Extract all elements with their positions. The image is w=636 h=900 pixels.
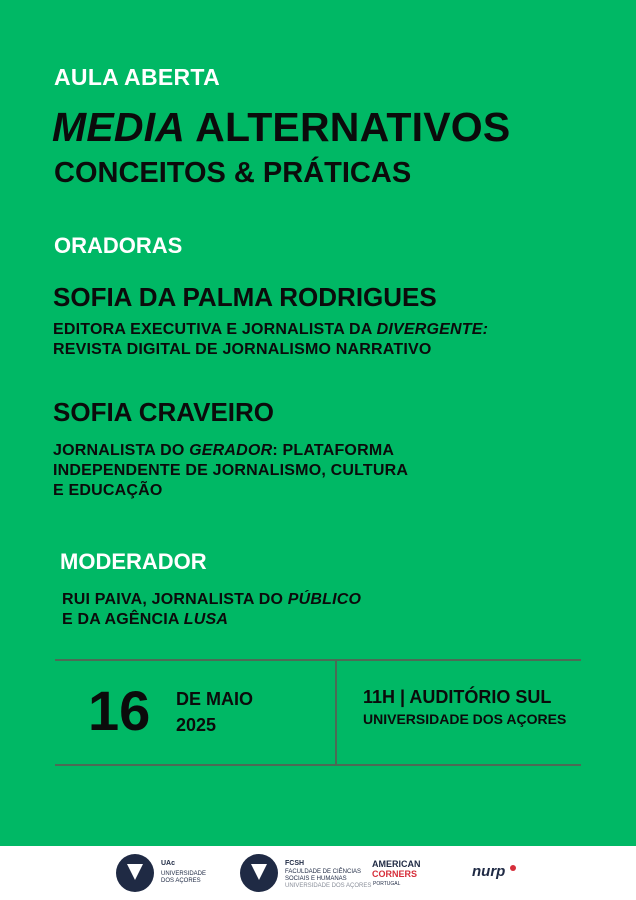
american-corners-line1: AMERICAN bbox=[372, 859, 421, 869]
uac-logo-name: UAc bbox=[161, 860, 176, 867]
event-kicker: AULA ABERTA bbox=[54, 64, 220, 90]
moderator-description bbox=[62, 590, 361, 630]
speaker-1-desc-text: EDITORA EXECUTIVA E JORNALISTA DA bbox=[53, 321, 377, 338]
partner-logos-bar bbox=[0, 846, 636, 900]
event-venue: UNIVERSIDADE DOS AÇORES bbox=[363, 711, 567, 727]
uac-logo bbox=[116, 854, 216, 894]
speaker-2-desc-text: JORNALISTA DO bbox=[53, 442, 190, 459]
speakers-label: ORADORAS bbox=[54, 233, 183, 258]
nurp-logo bbox=[470, 854, 522, 894]
speaker-2-desc-line3: E EDUCAÇÃO bbox=[53, 482, 163, 499]
speaker-1-description bbox=[53, 320, 488, 360]
speaker-2-desc-line2: INDEPENDENTE DE JORNALISMO, CULTURA bbox=[53, 462, 409, 479]
event-month-year bbox=[176, 686, 253, 738]
speaker-2-description bbox=[53, 441, 408, 501]
speaker-2-name: SOFIA CRAVEIRO bbox=[53, 397, 275, 427]
event-month: DE MAIO bbox=[176, 689, 254, 709]
subtitle: CONCEITOS & PRÁTICAS bbox=[54, 157, 412, 189]
nurp-dot-icon bbox=[510, 865, 516, 871]
moderator-name: RUI PAIVA, JORNALISTA DO bbox=[62, 591, 288, 608]
moderator-line2 bbox=[62, 610, 361, 630]
main-title-italic: MEDIA bbox=[52, 104, 186, 150]
speaker-1-outlet: DIVERGENTE: bbox=[376, 321, 489, 338]
speaker-1-desc-line2: REVISTA DIGITAL DE JORNALISMO NARRATIVO bbox=[53, 341, 432, 358]
fcsh-logo-line3: UNIVERSIDADE DOS AÇORES bbox=[285, 883, 372, 889]
american-corners-logo bbox=[372, 854, 432, 894]
fcsh-logo-line2: SOCIAIS E HUMANAS bbox=[285, 876, 347, 882]
moderator-agency: LUSA bbox=[183, 611, 229, 628]
fcsh-logo bbox=[240, 854, 372, 894]
speaker-1-name: SOFIA DA PALMA RODRIGUES bbox=[53, 282, 437, 312]
speaker-1-desc-line1 bbox=[53, 320, 488, 340]
moderator-line1 bbox=[62, 590, 361, 610]
speaker-2-desc-post: : PLATAFORMA bbox=[272, 442, 395, 459]
divider-bottom bbox=[55, 764, 581, 766]
divider-vertical bbox=[335, 659, 337, 765]
american-corners-line2: CORNERS bbox=[372, 869, 418, 879]
main-title-rest: ALTERNATIVOS bbox=[185, 104, 511, 150]
moderator-outlet: PÚBLICO bbox=[287, 591, 362, 608]
nurp-logo-text: nurp bbox=[472, 863, 506, 880]
american-corners-line3: PORTUGAL bbox=[373, 881, 401, 887]
uac-logo-line1: UNIVERSIDADE bbox=[161, 871, 207, 877]
event-year: 2025 bbox=[176, 715, 217, 735]
divider-top bbox=[55, 659, 581, 661]
speaker-2-desc-line1 bbox=[53, 441, 408, 461]
event-day: 16 bbox=[88, 679, 151, 742]
moderator-line2-text: E DA AGÊNCIA bbox=[62, 611, 184, 628]
event-time-place: 11H | AUDITÓRIO SUL bbox=[363, 687, 552, 707]
uac-logo-line2: DOS AÇORES bbox=[161, 878, 201, 884]
moderator-label: MODERADOR bbox=[60, 549, 207, 574]
uac-seal-icon bbox=[116, 854, 154, 892]
fcsh-logo-name: FCSH bbox=[285, 860, 305, 867]
fcsh-logo-line1: FACULDADE DE CIÊNCIAS bbox=[285, 869, 362, 875]
main-title bbox=[52, 104, 510, 151]
fcsh-seal-icon bbox=[240, 854, 278, 892]
speaker-2-outlet: GERADOR bbox=[189, 442, 273, 459]
